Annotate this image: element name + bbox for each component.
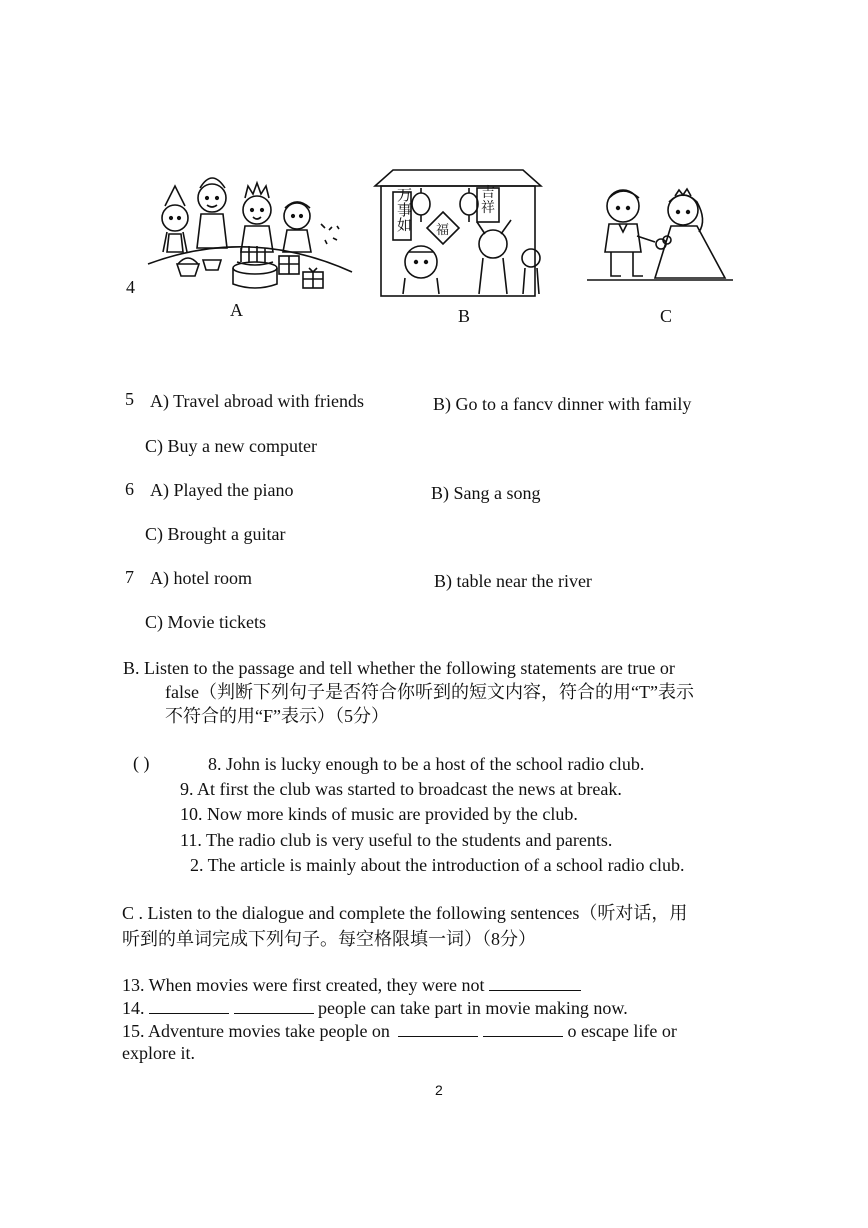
question-15-text: 15. Adventure movies take people on <box>122 1021 390 1041</box>
picture-a-birthday-party <box>145 168 355 296</box>
picture-b-spring-festival <box>373 168 543 298</box>
question-5-number: 5 <box>125 389 134 409</box>
question-7-option-c: C) Movie tickets <box>145 612 266 632</box>
couplet-char: 事 <box>397 201 413 219</box>
question-14 <box>122 997 628 1019</box>
question-7-option-a: A) hotel room <box>150 568 252 588</box>
statement-8: 8. John is lucky enough to be a host of the school radio club. <box>208 754 645 774</box>
page-number: 2 <box>435 1082 443 1098</box>
question-15-text-end: o escape life or <box>567 1021 677 1041</box>
section-c-instruction-line2: 听到的单词完成下列句子。每空格限填一词）（8分） <box>122 929 536 949</box>
section-b-instruction-line2: false（判断下列句子是否符合你听到的短文内容，符合的用“T”表示 <box>165 682 694 702</box>
statement-11: 11. The radio club is very useful to the students and parents. <box>180 830 613 850</box>
blank-13[interactable] <box>489 974 581 991</box>
picture-a-label: A <box>230 300 243 320</box>
question-5-option-b: B) Go to a fancv dinner with family <box>433 394 692 414</box>
picture-c-label: C <box>660 306 673 326</box>
section-b-instruction: B. Listen to the passage and tell whether the following statements are true or <box>123 658 675 678</box>
section-b-instruction-line3: 不符合的用“F”表示）（5分） <box>165 706 389 726</box>
question-6-option-a: A) Played the piano <box>150 480 294 500</box>
section-c-instruction: C . Listen to the dialogue and complete the following sentences（听对话，用 <box>122 903 688 923</box>
question-13-text: 13. When movies were first created, they were not <box>122 975 485 995</box>
question-5-option-c: C) Buy a new computer <box>145 436 317 456</box>
question-4-number: 4 <box>126 277 135 297</box>
couplet-char: 祥 <box>481 200 495 216</box>
question-7-option-b: B) table near the river <box>434 571 592 591</box>
question-6-number: 6 <box>125 479 134 499</box>
picture-c-wedding <box>585 180 735 290</box>
couplet-char: 万 <box>397 186 413 204</box>
answer-bracket[interactable]: ( ) <box>133 753 150 773</box>
statement-10: 10. Now more kinds of music are provided by the club. <box>180 804 578 824</box>
picture-b-label: B <box>458 306 471 326</box>
fu-char: 福 <box>436 223 450 238</box>
question-14-number: 14. <box>122 998 145 1018</box>
statement-9: 9. At first the club was started to broadcast the news at break. <box>180 779 622 799</box>
question-13 <box>122 974 581 996</box>
question-7-number: 7 <box>125 567 134 587</box>
blank-15a[interactable] <box>398 1020 478 1037</box>
question-5-option-a: A) Travel abroad with friends <box>150 391 364 411</box>
question-6-option-c: C) Brought a guitar <box>145 524 286 544</box>
question-15-line2: explore it. <box>122 1043 195 1063</box>
statement-12: 2. The article is mainly about the introduction of a school radio club. <box>190 855 685 875</box>
blank-15b[interactable] <box>483 1020 563 1037</box>
blank-14a[interactable] <box>149 997 229 1014</box>
question-14-text: people can take part in movie making now. <box>318 998 628 1018</box>
question-15 <box>122 1020 677 1042</box>
blank-14b[interactable] <box>234 997 314 1014</box>
question-6-option-b: B) Sang a song <box>431 483 541 503</box>
couplet-char: 如 <box>397 216 413 234</box>
couplet-char: 吉 <box>481 185 495 201</box>
